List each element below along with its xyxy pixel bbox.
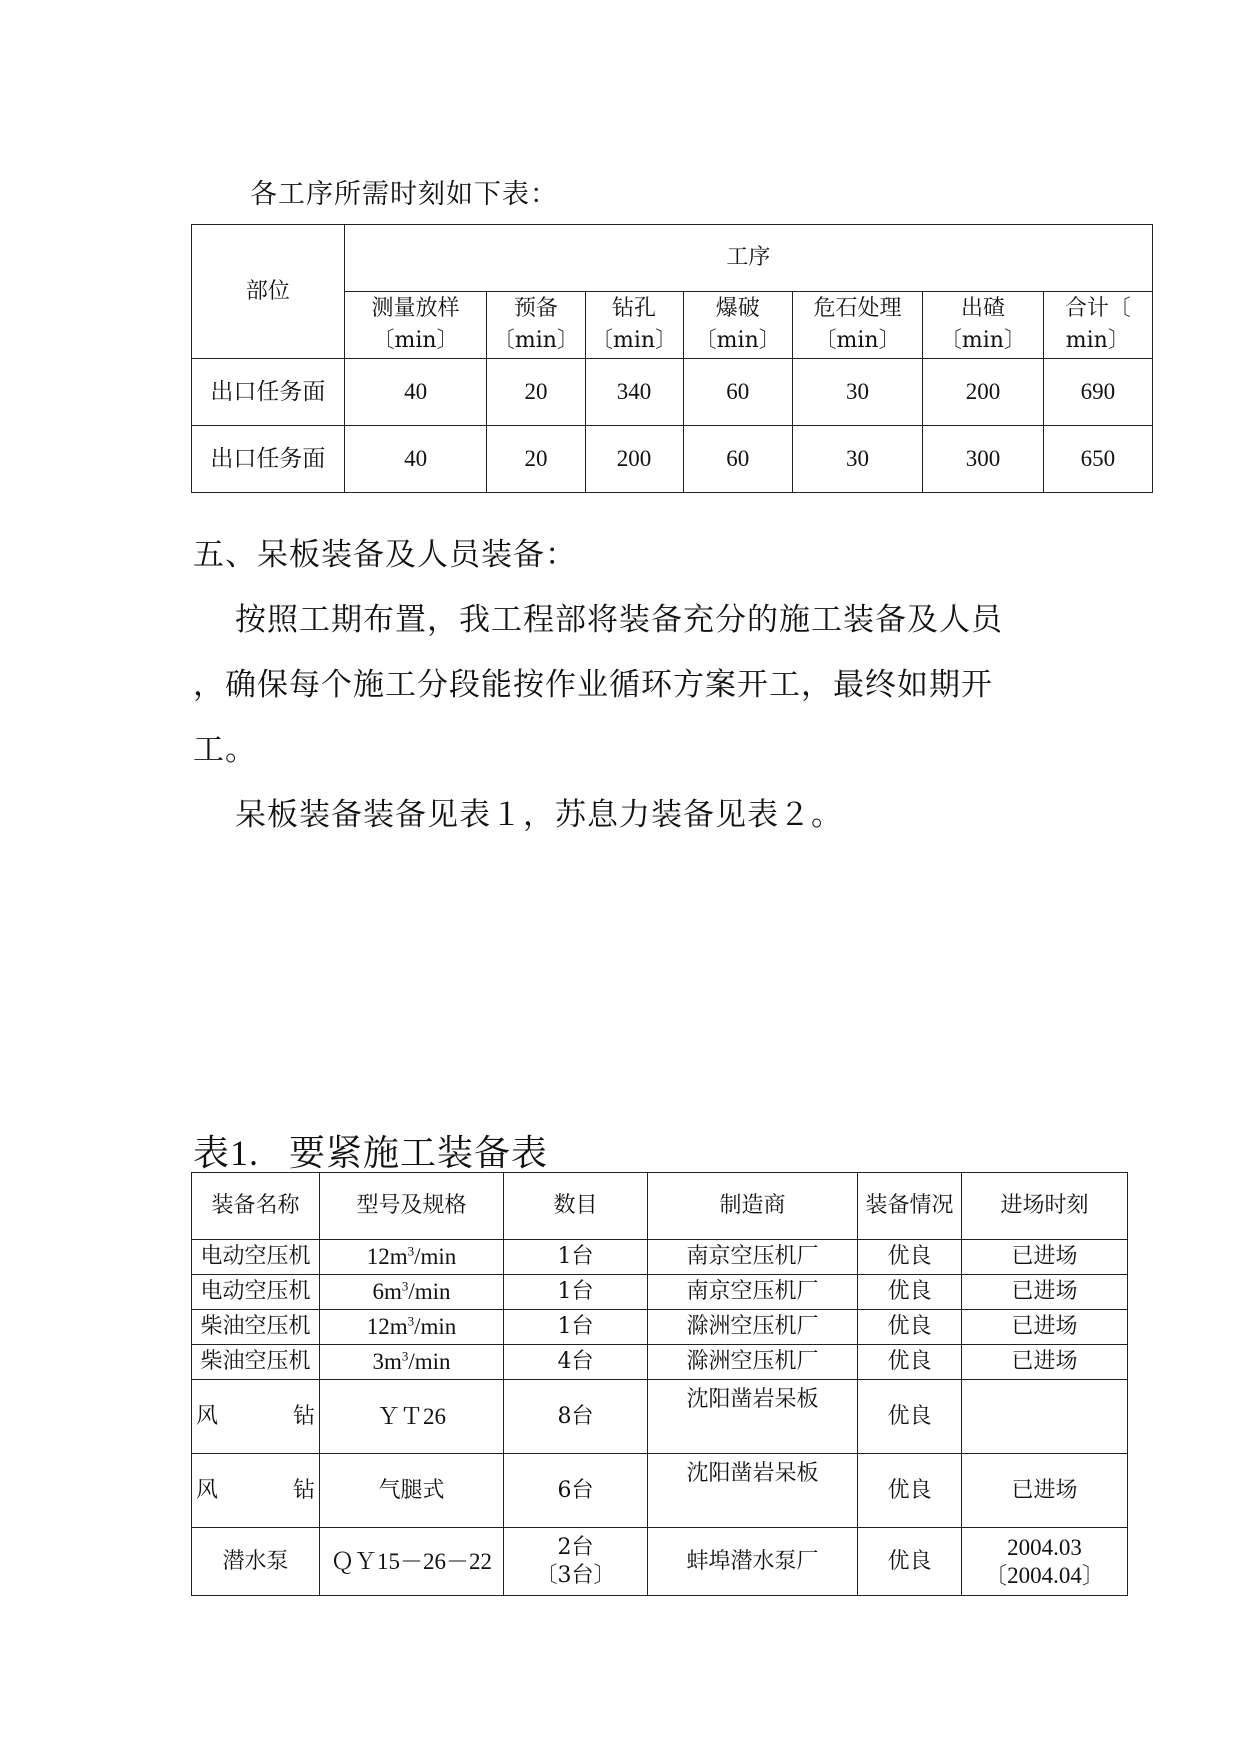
header-total: 合计〔 min〕	[1043, 292, 1152, 359]
header-equipment-name: 装备名称	[192, 1173, 320, 1240]
equipment-model: $3m^3/\min$	[320, 1345, 504, 1380]
equipment-maker: 滁洲空压机厂	[648, 1310, 858, 1345]
cell-value: 40	[344, 359, 487, 426]
table-row	[192, 1380, 1128, 1454]
equipment-name: 柴油空压机	[192, 1345, 320, 1380]
cell-value: 300	[923, 426, 1043, 493]
equipment-quantity: 4台	[504, 1345, 648, 1380]
header-arrival-time: 进场时刻	[962, 1173, 1128, 1240]
equipment-arrival: 已进场	[962, 1310, 1128, 1345]
equipment-status: 优良	[858, 1275, 962, 1310]
header-condition: 装备情况	[858, 1173, 962, 1240]
equipment-status: 优良	[858, 1310, 962, 1345]
row-part: 出口任务面	[192, 359, 345, 426]
equipment-arrival: 已进场	[962, 1275, 1128, 1310]
equipment-arrival: 已进场	[962, 1345, 1128, 1380]
table-row	[192, 426, 1153, 493]
table-number: 表1.	[193, 1133, 260, 1173]
paragraph-line: 按照工期布置，我工程部将装备充分的施工装备及人员	[235, 602, 1003, 638]
equipment-maker: 滁洲空压机厂	[648, 1345, 858, 1380]
equipment-maker: 沈阳凿岩呆板	[648, 1380, 858, 1454]
equipment-status: 优良	[858, 1345, 962, 1380]
header-model: 型号及规格	[320, 1173, 504, 1240]
header-prepare: 预备 〔min〕	[487, 292, 585, 359]
equipment-name: 潜水泵	[192, 1528, 320, 1596]
header-drilling: 钻孔 〔min〕	[585, 292, 683, 359]
table-row	[192, 1528, 1128, 1596]
equipment-status: 优良	[858, 1240, 962, 1275]
equipment-quantity: 1台	[504, 1240, 648, 1275]
equipment-quantity: 8台	[504, 1380, 648, 1454]
equipment-table	[191, 1172, 1128, 1596]
cell-value: 30	[792, 359, 922, 426]
header-part: 部位	[192, 225, 345, 359]
paragraph-line: ，确保每个施工分段能按作业循环方案开工，最终如期开	[193, 667, 993, 703]
cell-value: 20	[487, 426, 585, 493]
equipment-arrival: 2004.03 〔2004.04〕	[962, 1528, 1128, 1596]
table-row	[192, 1345, 1128, 1380]
equipment-maker: 南京空压机厂	[648, 1275, 858, 1310]
equipment-quantity: 6台	[504, 1454, 648, 1528]
table-row	[192, 359, 1153, 426]
cell-value: 60	[683, 426, 792, 493]
equipment-model: ＱＹ15－26－22	[320, 1528, 504, 1596]
table-row	[192, 1275, 1128, 1310]
equipment-name: 风钻	[192, 1454, 320, 1528]
table-row	[192, 1454, 1128, 1528]
equipment-quantity: 1台	[504, 1310, 648, 1345]
equipment-model: $12m^3/\min$	[320, 1310, 504, 1345]
equipment-model: 气腿式	[320, 1454, 504, 1528]
cell-value: 20	[487, 359, 585, 426]
equipment-status: 优良	[858, 1454, 962, 1528]
header-quantity: 数目	[504, 1173, 648, 1240]
cell-value: 200	[923, 359, 1043, 426]
equipment-name: 风钻	[192, 1380, 320, 1454]
table-title-text: 要紧施工装备表	[289, 1133, 549, 1174]
equipment-model: $12m^3/\min$	[320, 1240, 504, 1275]
cell-value: 200	[585, 426, 683, 493]
table-row	[192, 1310, 1128, 1345]
header-process-group: 工序	[344, 225, 1152, 292]
equipment-quantity: 1台	[504, 1275, 648, 1310]
cell-value: 650	[1043, 426, 1152, 493]
equipment-arrival: 已进场	[962, 1240, 1128, 1275]
equipment-arrival	[962, 1380, 1128, 1454]
header-manufacturer: 制造商	[648, 1173, 858, 1240]
header-mucking: 出碴 〔min〕	[923, 292, 1043, 359]
equipment-maker: 沈阳凿岩呆板	[648, 1454, 858, 1528]
paragraph-line: 工。	[193, 732, 257, 768]
equipment-arrival: 已进场	[962, 1454, 1128, 1528]
equipment-status: 优良	[858, 1380, 962, 1454]
header-rock-handling: 危石处理 〔min〕	[792, 292, 922, 359]
equipment-name: 电动空压机	[192, 1240, 320, 1275]
table-row	[192, 1240, 1128, 1275]
equipment-model: ＹＴ26	[320, 1380, 504, 1454]
cell-value: 60	[683, 359, 792, 426]
cell-value: 340	[585, 359, 683, 426]
cell-value: 30	[792, 426, 922, 493]
header-blasting: 爆破 〔min〕	[683, 292, 792, 359]
equipment-model: $6m^3/\min$	[320, 1275, 504, 1310]
equipment-maker: 南京空压机厂	[648, 1240, 858, 1275]
equipment-status: 优良	[858, 1528, 962, 1596]
cell-value: 40	[344, 426, 487, 493]
row-part: 出口任务面	[192, 426, 345, 493]
equipment-name: 柴油空压机	[192, 1310, 320, 1345]
cell-value: 690	[1043, 359, 1152, 426]
section-heading: 五、呆板装备及人员装备：	[193, 537, 577, 573]
equipment-table-title	[193, 1125, 548, 1176]
intro-text: 各工序所需时刻如下表：	[250, 179, 558, 210]
equipment-maker: 蚌埠潜水泵厂	[648, 1528, 858, 1596]
header-survey: 测量放样 〔min〕	[344, 292, 487, 359]
process-time-table	[191, 224, 1153, 493]
equipment-name: 电动空压机	[192, 1275, 320, 1310]
paragraph-reference: 呆板装备装备见表１，苏息力装备见表２。	[235, 797, 843, 833]
equipment-quantity: 2台 〔3台〕	[504, 1528, 648, 1596]
